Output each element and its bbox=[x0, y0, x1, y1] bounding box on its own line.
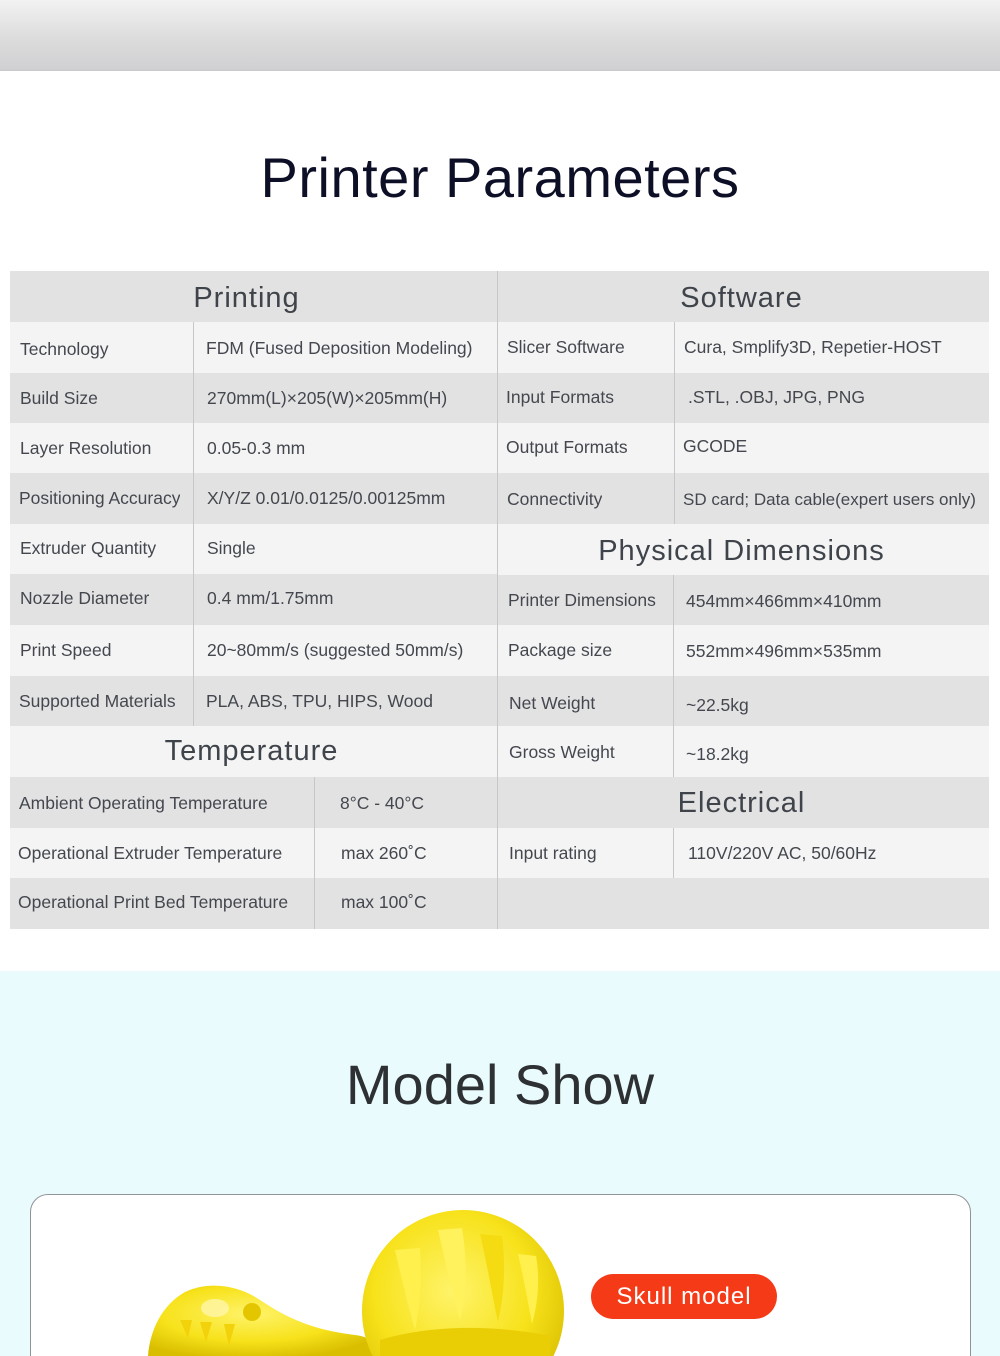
page-title: Printer Parameters bbox=[260, 146, 740, 209]
spec-value: 270mm(L)×205(W)×205mm(H) bbox=[207, 387, 448, 408]
spec-value: Cura, Smplify3D, Repetier-HOST bbox=[684, 337, 942, 357]
spec-label: Output Formats bbox=[506, 436, 628, 457]
spec-label: Net Weight bbox=[509, 692, 596, 713]
spec-value: ~22.5kg bbox=[686, 694, 749, 715]
top-image-strip bbox=[0, 0, 1000, 71]
spec-label: Nozzle Diameter bbox=[20, 588, 150, 608]
spec-label: Print Speed bbox=[20, 640, 112, 660]
spec-value: X/Y/Z 0.01/0.0125/0.00125mm bbox=[207, 488, 446, 508]
spec-label: Operational Extruder Temperature bbox=[18, 842, 283, 863]
spec-label: Positioning Accuracy bbox=[19, 488, 181, 508]
spec-label: Ambient Operating Temperature bbox=[19, 793, 268, 813]
spec-label: Slicer Software bbox=[507, 337, 625, 357]
spec-value: PLA, ABS, TPU, HIPS, Wood bbox=[206, 690, 433, 711]
parameters-table bbox=[10, 271, 989, 929]
skull-model-image bbox=[140, 1210, 570, 1356]
skull-model-badge: Skull model bbox=[591, 1274, 777, 1319]
spec-label: Input Formats bbox=[506, 386, 614, 407]
spec-label: Input rating bbox=[509, 842, 597, 863]
spec-value: 8°C - 40°C bbox=[340, 793, 425, 813]
section-heading-electrical: Electrical bbox=[677, 787, 806, 819]
spec-value: 454mm×466mm×410mm bbox=[686, 590, 882, 611]
spec-label: Layer Resolution bbox=[20, 437, 152, 458]
spec-label: Supported Materials bbox=[19, 690, 176, 711]
spec-value: 20~80mm/s (suggested 50mm/s) bbox=[207, 640, 464, 660]
section-heading-temperature: Temperature bbox=[164, 734, 339, 767]
section-heading-physical-dimensions: Physical Dimensions bbox=[598, 534, 885, 567]
spec-value: max 100˚C bbox=[341, 891, 427, 912]
spec-value: 552mm×496mm×535mm bbox=[686, 641, 882, 661]
spec-value: SD card; Data cable(expert users only) bbox=[683, 489, 976, 509]
spec-label: Package size bbox=[508, 640, 613, 660]
spec-value: Single bbox=[207, 537, 256, 558]
spec-value: max 260˚C bbox=[341, 842, 427, 863]
spec-value: 110V/220V AC, 50/60Hz bbox=[688, 842, 877, 863]
section-heading-software: Software bbox=[680, 282, 803, 314]
spec-label: Printer Dimensions bbox=[508, 589, 656, 610]
spec-label: Connectivity bbox=[507, 489, 603, 509]
spec-label: Extruder Quantity bbox=[20, 537, 157, 558]
spec-label: Gross Weight bbox=[509, 741, 615, 762]
spec-value: ~18.2kg bbox=[686, 743, 749, 764]
spec-value: GCODE bbox=[683, 435, 748, 456]
spec-label: Operational Print Bed Temperature bbox=[18, 891, 289, 912]
section-title: Model Show bbox=[345, 1053, 655, 1116]
spec-value: 0.4 mm/1.75mm bbox=[207, 588, 334, 608]
spec-label: Build Size bbox=[20, 387, 98, 408]
section-heading-printing: Printing bbox=[193, 282, 300, 314]
spec-label: Technology bbox=[20, 339, 109, 359]
spec-value: FDM (Fused Deposition Modeling) bbox=[206, 338, 473, 358]
spec-value: 0.05-0.3 mm bbox=[207, 437, 306, 458]
spec-value: .STL, .OBJ, JPG, PNG bbox=[688, 386, 865, 407]
